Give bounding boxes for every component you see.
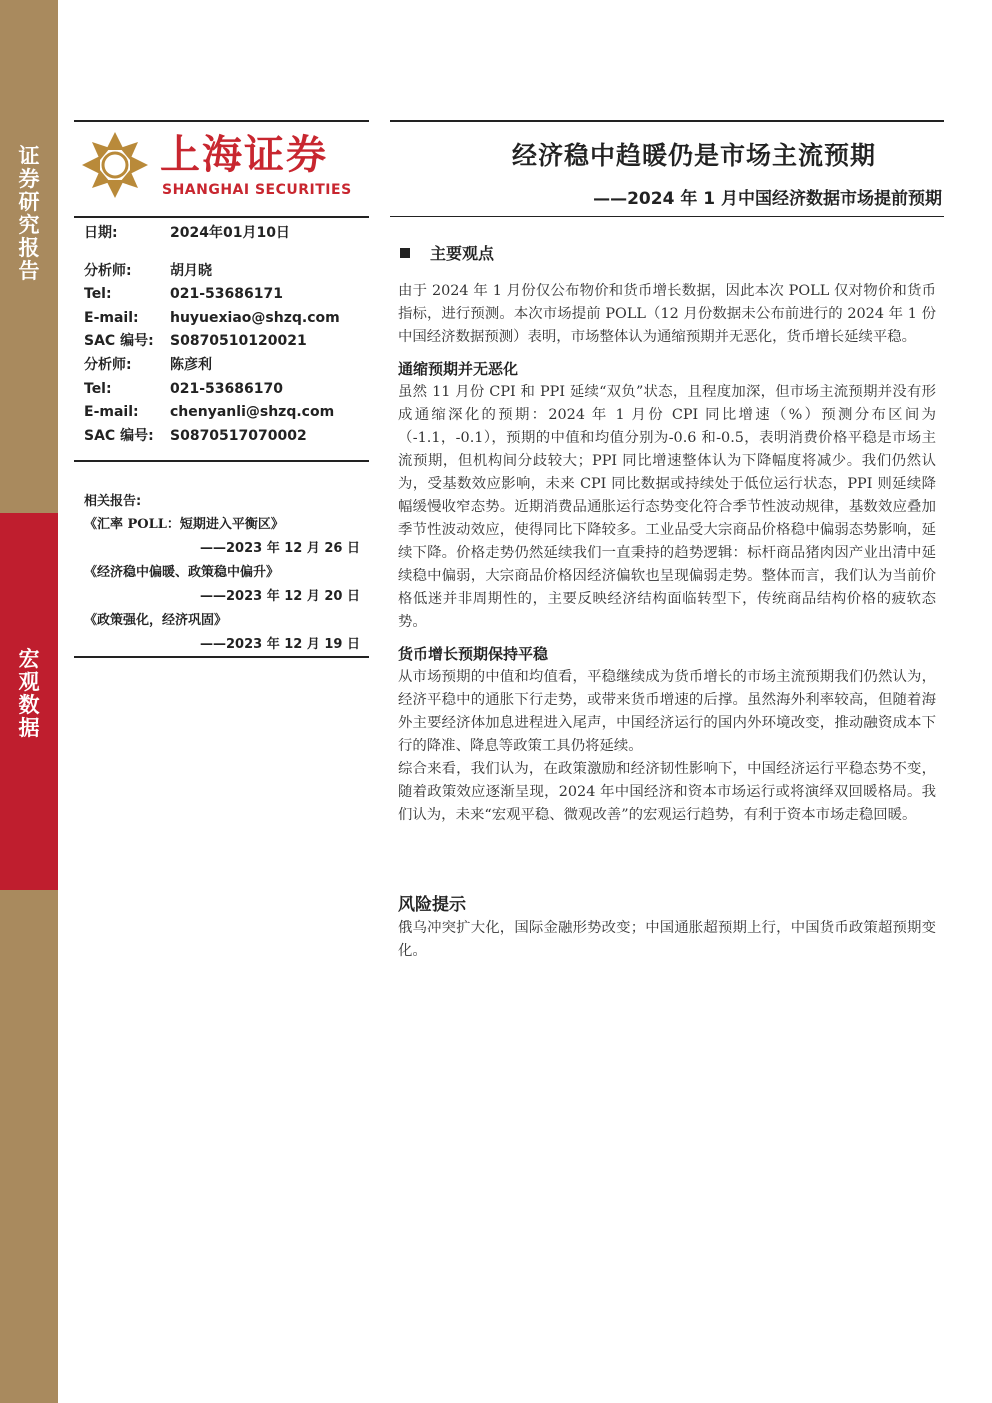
related-report-date: ——2023 年 12 月 26 日 xyxy=(200,541,360,556)
info-label: SAC 编号: xyxy=(84,333,154,350)
company-logo xyxy=(78,126,368,210)
info-row xyxy=(84,260,368,284)
info-label: SAC 编号: xyxy=(84,427,154,444)
info-value: S0870517070002 xyxy=(170,427,307,444)
section-heading-deflation: 通缩预期并无恶化 xyxy=(398,360,519,378)
info-bottom-rule xyxy=(74,460,369,462)
info-value: 陈彦利 xyxy=(170,356,212,373)
info-label: E-mail: xyxy=(84,404,139,421)
section-paragraph-deflation: 虽然 11 月份 CPI 和 PPI 延续“双负”状态，且程度加深，但市场主流预期并没有形成通缩深化的预期：2024 年 1 月份 CPI 同比增速（%）预测分布区间为（-1.1，-0.1），预期的中值和均值分别为-0.6 和-0.5，表明消费价格平稳是市场主流预期，但机构间分歧较大；PPI 同比增速整体认为下降幅度将减少。我们仍然认为，受基数效应影响，未来 CPI 同比数据或持续处于低位运行状态，PPI 则延续降幅缓慢收窄态势。近期消费品通胀运行态势变化符合季节性波动规律，基数效应叠加季节性波动效应，使得同比下降较多。工业品受大宗商品价格稳中偏弱态势影响，延续下降。价格走势仍然延续我们一直秉持的趋势逻辑：标杆商品猪肉因产业出清中延续稳中偏弱，大宗商品价格因经济偏软也呈现偏弱走势。整体而言，我们认为当前价格低迷并非周期性的，主要反映经济结构面临转型下，传统商品结构价格的疲软态势。 xyxy=(398,384,936,630)
info-label: Tel: xyxy=(84,286,112,303)
key-points-heading xyxy=(398,241,936,264)
info-label: Tel: xyxy=(84,380,112,397)
info-row-date xyxy=(84,222,368,246)
header-rule-right xyxy=(390,120,944,122)
section-paragraph-money: 从市场预期的中值和均值看，平稳继续成为货币增长的市场主流预期我们仍然认为，经济平稳中的通胀下行走势，或带来货币增速的后撑。虽然海外利率较高，但随着海外主要经济体加息进程进入尾声，中国经济运行的国内外环境改变，推动融资成本下行的降准、降息等政策工具仍将延续。 xyxy=(398,669,936,754)
key-points-title: 主要观点 xyxy=(430,244,495,263)
info-row xyxy=(84,425,368,449)
related-heading: 相关报告: xyxy=(84,494,142,509)
info-value: 021-53686170 xyxy=(170,380,283,397)
info-row xyxy=(84,378,368,402)
info-label: 分析师: xyxy=(84,356,132,373)
info-row xyxy=(84,354,368,378)
risk-paragraph: 俄乌冲突扩大化，国际金融形势改变；中国通胀超预期上行，中国货币政策超预期变化。 xyxy=(398,920,936,959)
analyst-info xyxy=(84,222,368,448)
info-label: 分析师: xyxy=(84,262,132,279)
info-label: 日期: xyxy=(84,225,118,241)
info-row xyxy=(84,401,368,425)
related-reports xyxy=(84,491,368,657)
section-heading-money: 货币增长预期保持平稳 xyxy=(398,645,549,663)
intro-paragraph: 由于 2024 年 1 月份仅公布物价和货币增长数据，因此本次 POLL 仅对物价和货币指标，进行预测。本次市场提前 POLL（12 月份数据未公布前进行的 2024 年 1 份中国经济数据预测）表明，市场整体认为通缩预期并无恶化，货币增长延续平稳。 xyxy=(398,283,936,345)
info-value: 021-53686171 xyxy=(170,286,283,303)
header-rule-left xyxy=(74,120,369,122)
bullet-square-icon xyxy=(400,248,410,258)
info-value: huyuexiao@shzq.com xyxy=(170,309,340,326)
report-title: 经济稳中趋暖仍是市场主流预期 xyxy=(511,141,876,170)
logo-rule xyxy=(74,216,369,218)
related-report-date: ——2023 年 12 月 19 日 xyxy=(200,637,360,652)
main-content xyxy=(398,241,936,963)
info-value: S0870510120021 xyxy=(170,333,307,350)
info-row xyxy=(84,330,368,354)
related-report-date: ——2023 年 12 月 20 日 xyxy=(200,589,360,604)
subtitle-rule xyxy=(390,216,944,217)
info-row xyxy=(84,283,368,307)
info-label: E-mail: xyxy=(84,309,139,326)
report-type-label: 证券研究报告 xyxy=(18,144,40,283)
risk-heading: 风险提示 xyxy=(398,895,466,915)
logo-name-cn: 上海证券 xyxy=(160,132,328,178)
related-report-title[interactable]: 《汇率 POLL：短期进入平衡区》 xyxy=(84,517,284,532)
logo-mark-icon xyxy=(80,130,150,200)
related-report-title[interactable]: 《政策强化，经济巩固》 xyxy=(84,613,228,628)
info-value: 2024年01月10日 xyxy=(170,225,290,241)
related-report-title[interactable]: 《经济稳中偏暖、政策稳中偏升》 xyxy=(84,565,280,580)
summary-paragraph: 综合来看，我们认为，在政策激励和经济韧性影响下，中国经济运行平稳态势不变，随着政策效应逐渐呈现，2024 年中国经济和资本市场运行或将演绎双回暖格局。我们认为，未来“宏观平稳、微观改善”的宏观运行趋势，有利于资本市场走稳回暖。 xyxy=(398,761,936,823)
info-row xyxy=(84,307,368,331)
info-value: chenyanli@shzq.com xyxy=(170,404,335,421)
report-subtitle: ——2024 年 1 月中国经济数据市场提前预期 xyxy=(593,189,942,209)
logo-name-en: SHANGHAI SECURITIES xyxy=(162,182,352,198)
info-value: 胡月晓 xyxy=(170,262,212,279)
category-label: 宏观数据 xyxy=(18,647,40,740)
related-bottom-rule xyxy=(74,656,369,658)
